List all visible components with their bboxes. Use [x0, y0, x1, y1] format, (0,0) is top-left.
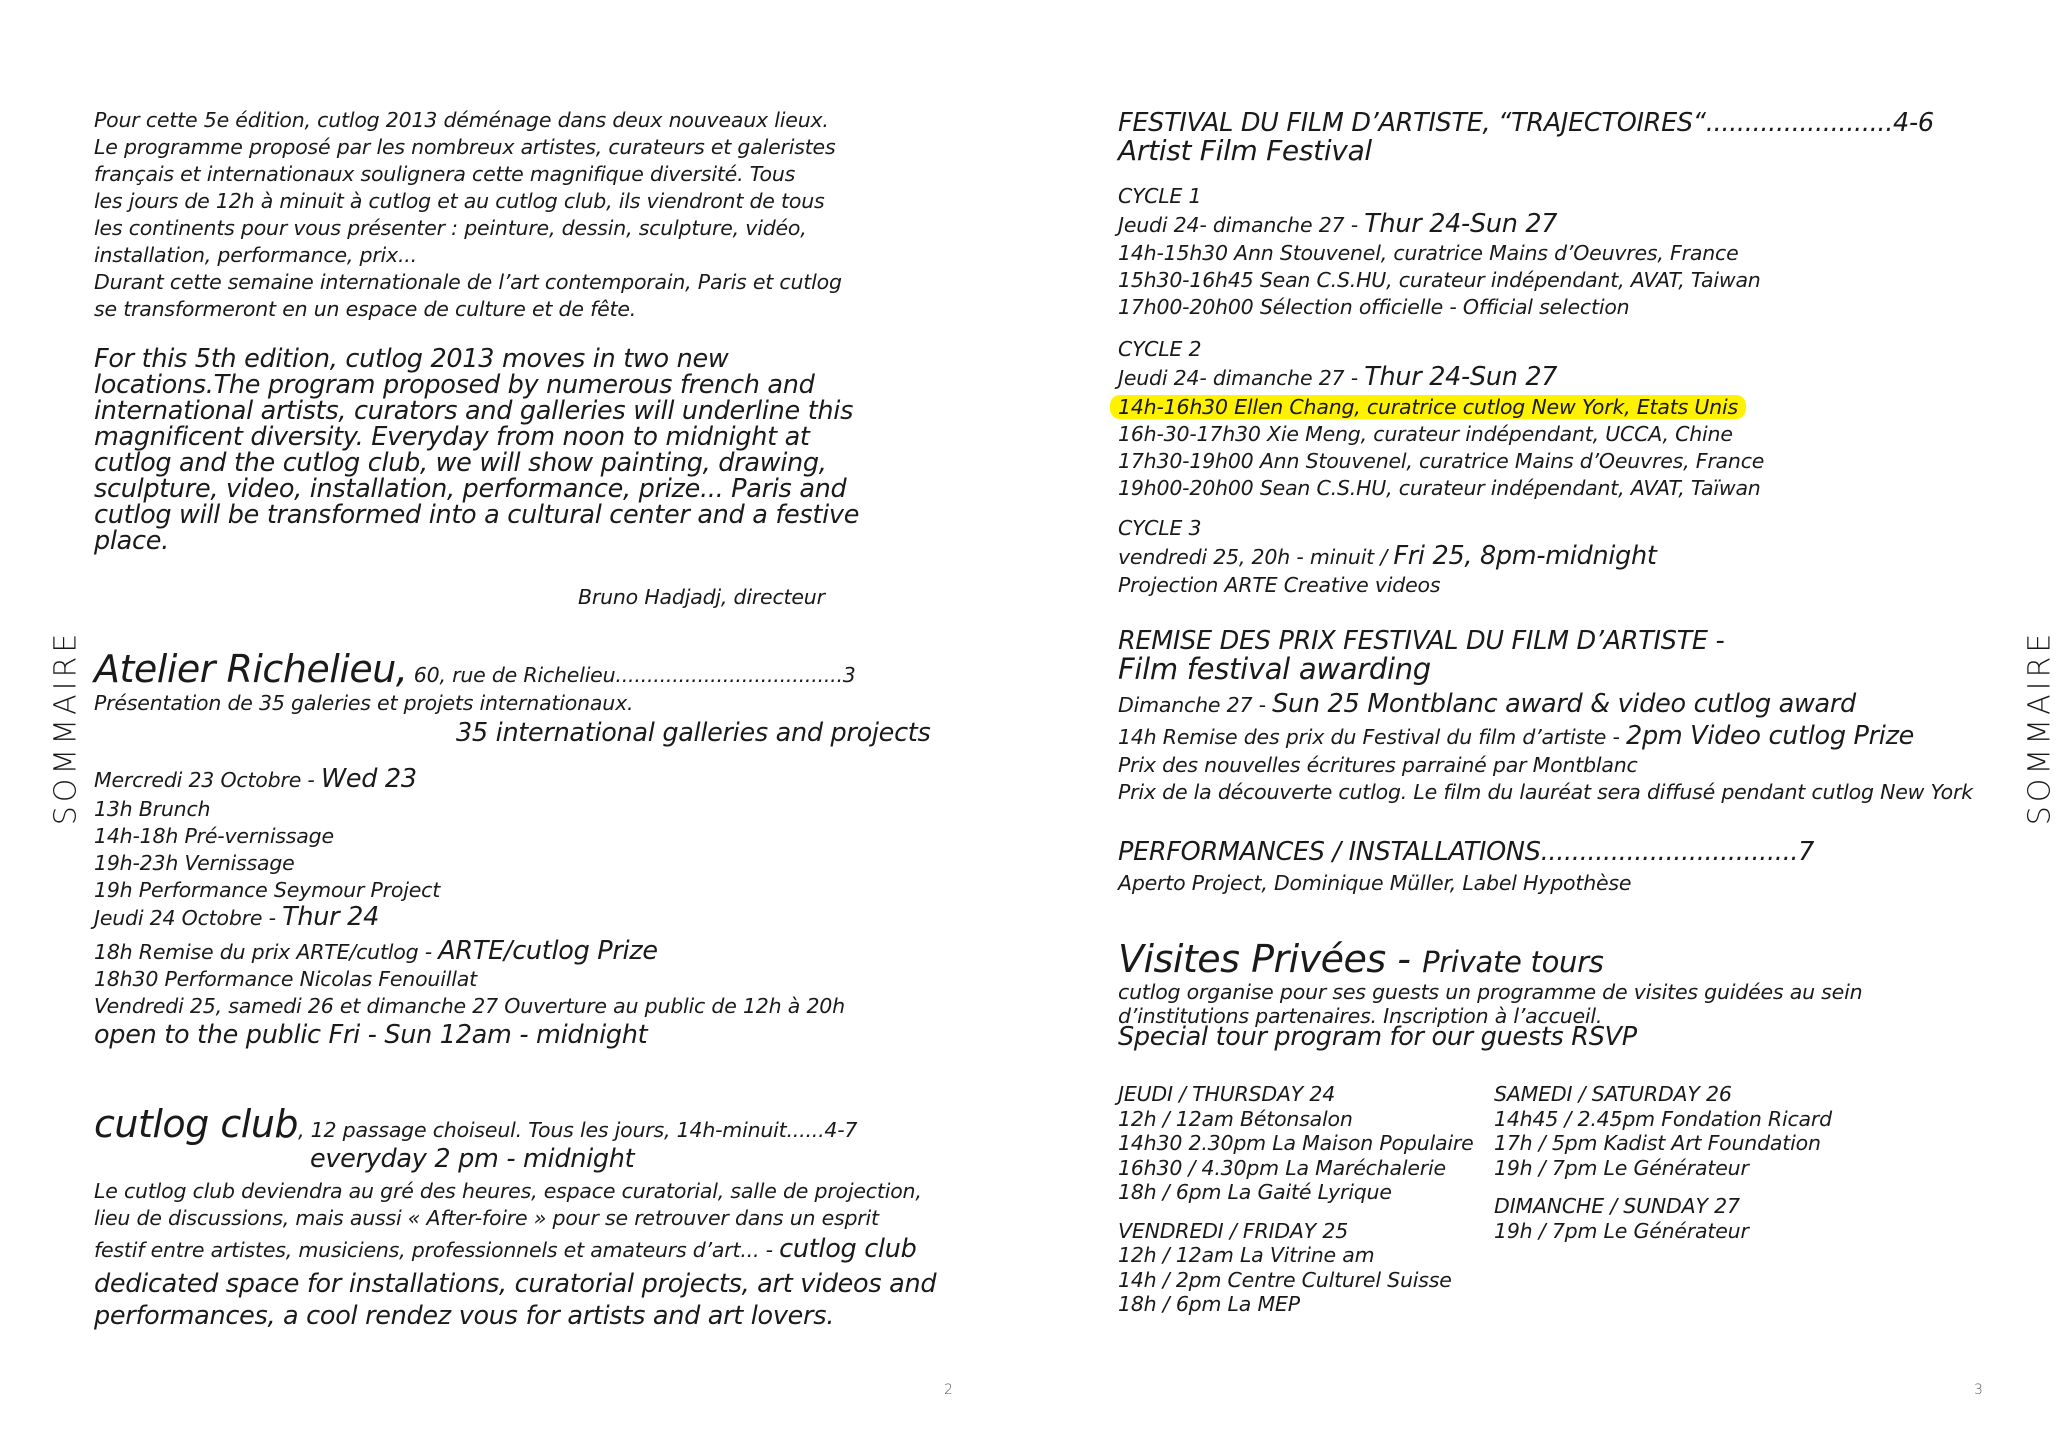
side-label-right: SOMMAIRE [2022, 629, 2057, 826]
atelier-heading [94, 648, 856, 690]
awards-line1-fr: 14h Remise des prix du Festival du film d’artiste - [1118, 725, 1627, 749]
visites-desc-en: Special tour program for our guests RSVP [1118, 1022, 1637, 1052]
highlighted-entry: 14h-16h30 Ellen Chang, curatrice cutlog New York, Etats Unis [1110, 395, 1746, 419]
intro-fr-line: Le programme proposé par les nombreux artistes, curateurs et galeristes [94, 135, 836, 159]
awards-line1-en: 2pm Video cutlog Prize [1626, 721, 1915, 751]
awards-date-fr: Dimanche 27 - [1118, 693, 1273, 717]
cycle1-date-fr: Jeudi 24- dimanche 27 - [1118, 213, 1365, 237]
awards-line: Prix des nouvelles écritures parrainé par Montblanc [1118, 753, 1638, 777]
tour-item: 18h / 6pm La Gaité Lyrique [1118, 1180, 1392, 1204]
cycle1-label: CYCLE 1 [1118, 184, 1202, 208]
tour-day: JEUDI / THURSDAY 24 [1118, 1082, 1336, 1106]
day2-fr: Jeudi 24 Octobre - [94, 906, 283, 930]
schedule-item: 19h-23h Vernissage [94, 851, 295, 875]
atelier-open-en: open to the public Fri - Sun 12am - midnight [94, 1020, 648, 1050]
schedule-item: 13h Brunch [94, 797, 211, 821]
cycle1-items [1118, 240, 1761, 321]
right-page [1024, 0, 2057, 1453]
atelier-title: Atelier Richelieu, [94, 647, 408, 691]
cycle1-date [1118, 211, 1557, 239]
tour-item: 12h / 12am Bétonsalon [1118, 1106, 1353, 1131]
cycle2-item: 17h30-19h00 Ann Stouvenel, curatrice Mains d’Oeuvres, France [1118, 449, 1765, 473]
intro-en-line: place. [94, 526, 169, 556]
cycle3-label: CYCLE 3 [1118, 516, 1202, 540]
cycle2-date-en: Thur 24-Sun 27 [1364, 362, 1558, 392]
club-fr-line: Le cutlog club deviendra au gré des heures, espace curatorial, salle de projection, [94, 1179, 922, 1203]
tour-day: DIMANCHE / SUNDAY 27 [1494, 1194, 1740, 1218]
intro-fr-line: français et internationaux soulignera cette magnifique diversité. Tous [94, 162, 796, 186]
cycle2-items [1118, 394, 1764, 502]
awards-line: Prix de la découverte cutlog. Le film du lauréat sera diffusé pendant cutlog New York [1118, 780, 1973, 804]
atelier-day1-items [94, 796, 440, 904]
day1-en: Wed 23 [320, 764, 417, 794]
performances-items: Aperto Project, Dominique Müller, Label Hypothèse [1118, 871, 1632, 895]
atelier-desc-en: 35 international galleries and projects [456, 718, 931, 748]
cycle3-date-fr: vendredi 25, 20h - minuit / [1118, 545, 1394, 569]
tour-item: 14h45 / 2.45pm Fondation Ricard [1494, 1106, 1832, 1131]
club-desc-en [94, 1268, 936, 1332]
intro-fr-line: se transformeront en un espace de culture et de fête. [94, 297, 637, 321]
intro-en-line: magnificent diversity. Everyday from noon to midnight at [94, 422, 810, 452]
atelier-open-fr: Vendredi 25, samedi 26 et dimanche 27 Ouverture au public de 12h à 20h [94, 994, 845, 1018]
tour-item: 14h30 2.30pm La Maison Populaire [1118, 1131, 1474, 1155]
schedule-item: 14h-18h Pré-vernissage [94, 824, 334, 848]
awards-line1 [1118, 723, 1914, 751]
page-number-left: 2 [944, 1382, 953, 1398]
left-page [0, 0, 1024, 1453]
awards-date-en: Sun 25 Montblanc award & video cutlog award [1272, 689, 1856, 719]
awards-title: REMISE DES PRIX FESTIVAL DU FILM D’ARTISTE - [1118, 626, 1725, 656]
cycle3-date [1118, 543, 1657, 571]
club-en-line: dedicated space for installations, curatorial projects, art videos and [94, 1269, 937, 1299]
awards-subtitle: Film festival awarding [1118, 652, 1431, 686]
visites-heading [1118, 938, 1604, 980]
club-fr-line: festif entre artistes, musiciens, professionnels et amateurs d’art... - [94, 1238, 780, 1262]
intro-en-line: cutlog and the cutlog club, we will show painting, drawing, [94, 448, 827, 478]
tour-day: SAMEDI / SATURDAY 26 [1494, 1082, 1732, 1106]
tour-item: 12h / 12am La Vitrine am [1118, 1243, 1375, 1267]
cycle1-item: 15h30-16h45 Sean C.S.HU, curateur indépendant, AVAT, Taiwan [1118, 268, 1761, 292]
intro-fr-line: installation, performance, prix... [94, 243, 417, 267]
tour-day: VENDREDI / FRIDAY 25 [1118, 1218, 1349, 1243]
cycle1-item: 14h-15h30 Ann Stouvenel, curatrice Mains d’Oeuvres, France [1118, 241, 1739, 265]
tour-schedule-left [1118, 1082, 1474, 1317]
atelier-day2 [94, 904, 379, 932]
cycle2-item: 16h-30-17h30 Xie Meng, curateur indépendant, UCCA, Chine [1118, 422, 1733, 446]
visites-desc-line: cutlog organise pour ses guests un programme de visites guidées au sein [1118, 980, 1863, 1004]
intro-fr-line: les jours de 12h à minuit à cutlog et au cutlog club, ils viendront de tous [94, 189, 825, 213]
intro-en-line: cutlog will be transformed into a cultural center and a festive [94, 500, 860, 530]
tour-item: 16h30 / 4.30pm La Maréchalerie [1118, 1155, 1446, 1180]
performances-title: PERFORMANCES / INSTALLATIONS.................................7 [1118, 837, 1815, 867]
page-number-right: 3 [1974, 1382, 1983, 1398]
visites-title: Visites Privées - [1118, 937, 1423, 981]
cycle3-date-en: Fri 25, 8pm-midnight [1393, 541, 1657, 571]
festival-title: FESTIVAL DU FILM D’ARTISTE, “TRAJECTOIRES“........................4-6 [1118, 108, 1934, 138]
atelier-address: 60, rue de Richelieu....................................3 [407, 663, 856, 687]
awards-more [1118, 752, 1973, 806]
intro-french [94, 107, 842, 323]
prize-en: ARTE/cutlog Prize [438, 936, 658, 966]
cycle2-item: 19h00-20h00 Sean C.S.HU, curateur indépendant, AVAT, Taïwan [1118, 476, 1761, 500]
intro-en-line: For this 5th edition, cutlog 2013 moves in two new [94, 344, 729, 374]
awards-date [1118, 691, 1856, 719]
club-fr-line: lieu de discussions, mais aussi « After-foire » pour se retrouver dans un esprit [94, 1206, 879, 1230]
tour-item: 14h / 2pm Centre Culturel Suisse [1118, 1267, 1452, 1292]
atelier-day1 [94, 766, 417, 794]
day1-fr: Mercredi 23 Octobre - [94, 768, 321, 792]
tour-item: 19h / 7pm Le Générateur [1494, 1155, 1749, 1180]
intro-english [94, 346, 859, 554]
side-label-left: SOMMAIRE [48, 629, 84, 826]
cycle1-item: 17h00-20h00 Sélection officielle - Official selection [1118, 295, 1630, 319]
tour-item: 18h / 6pm La MEP [1118, 1292, 1300, 1316]
intro-en-line: sculpture, video, installation, performance, prize... Paris and [94, 474, 847, 504]
club-desc-mixed [94, 1236, 916, 1264]
intro-en-line: locations.The program proposed by numerous french and [94, 370, 815, 400]
club-heading [94, 1103, 857, 1145]
prize-fr: 18h Remise du prix ARTE/cutlog - [94, 940, 439, 964]
intro-fr-line: Pour cette 5e édition, cutlog 2013 déménage dans deux nouveaux lieux. [94, 108, 829, 132]
club-address: , 12 passage choiseul. Tous les jours, 14h-minuit......4-7 [298, 1118, 858, 1142]
visites-desc [1118, 980, 1862, 1028]
visites-title-en: Private tours [1422, 945, 1604, 979]
festival-subtitle: Artist Film Festival [1118, 134, 1372, 167]
atelier-perf: 18h30 Performance Nicolas Fenouillat [94, 967, 477, 991]
club-en-line: cutlog club [779, 1234, 917, 1264]
day2-en: Thur 24 [282, 902, 379, 932]
schedule-item: 19h Performance Seymour Project [94, 878, 441, 902]
intro-en-line: international artists, curators and galleries will underline this [94, 396, 854, 426]
cycle2-label: CYCLE 2 [1118, 337, 1202, 361]
tour-item: 19h / 7pm Le Générateur [1494, 1218, 1749, 1243]
tour-item: 17h / 5pm Kadist Art Foundation [1494, 1131, 1821, 1155]
tour-schedule-right [1494, 1082, 1832, 1243]
intro-fr-line: Durant cette semaine internationale de l’art contemporain, Paris et cutlog [94, 270, 842, 294]
atelier-prize [94, 938, 658, 966]
visites-desc-line: d’institutions partenaires. Inscription à l’accueil. [1118, 1004, 1603, 1028]
atelier-desc-fr: Présentation de 35 galeries et projets internationaux. [94, 691, 634, 715]
signature: Bruno Hadjadj, directeur [578, 585, 825, 609]
club-desc-fr [94, 1178, 922, 1232]
club-en-line: performances, a cool rendez vous for artists and art lovers. [94, 1301, 835, 1331]
club-everyday: everyday 2 pm - midnight [310, 1144, 635, 1174]
cycle2-date [1118, 364, 1557, 392]
cycle3-item: Projection ARTE Creative videos [1118, 573, 1441, 597]
cycle2-date-fr: Jeudi 24- dimanche 27 - [1118, 366, 1365, 390]
club-title: cutlog club [94, 1102, 299, 1146]
intro-fr-line: les continents pour vous présenter : peinture, dessin, sculpture, vidéo, [94, 216, 807, 240]
cycle1-date-en: Thur 24-Sun 27 [1364, 209, 1558, 239]
